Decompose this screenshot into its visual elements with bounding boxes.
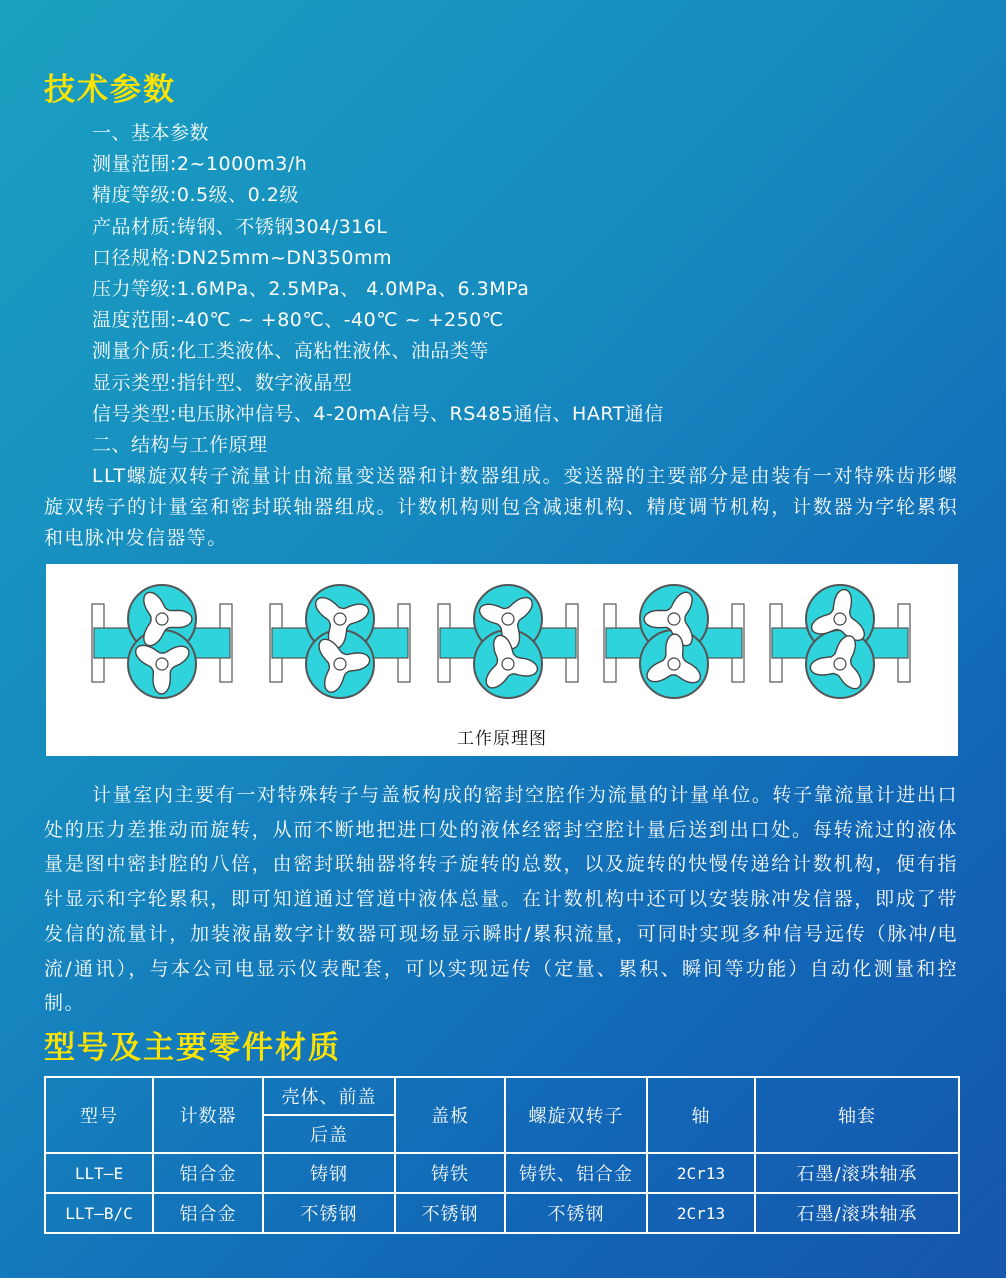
lower-shaft (668, 658, 680, 670)
header-counter: 计数器 (153, 1077, 263, 1153)
param-measure-range: 测量范围:2~1000m3/h (92, 153, 308, 176)
cell-shaft: 2Cr13 (647, 1153, 755, 1193)
table-row (45, 1153, 959, 1193)
structure-paragraph: LLT螺旋双转子流量计由流量变送器和计数器组成。变送器的主要部分是由装有一对特殊齿形螺旋双转子的计量室和密封联轴器组成。计数机构则包含减速机构、精度调节机构，计数器为字轮累积和电脉冲发信器等。 (44, 465, 958, 549)
header-rear-cover: 后盖 (263, 1115, 395, 1153)
header-cover-plate: 盖板 (395, 1077, 505, 1153)
header-bushing: 轴套 (755, 1077, 959, 1153)
cell-rotor: 铸铁、铝合金 (505, 1153, 647, 1193)
lower-shaft (502, 658, 514, 670)
param-signal: 信号类型:电压脉冲信号、4-20mA信号、RS485通信、HART通信 (92, 402, 664, 425)
meter-stage-2 (270, 585, 410, 698)
meter-stage-4 (604, 585, 744, 698)
param-display: 显示类型:指针型、数字液晶型 (92, 371, 353, 394)
section-title-model-materials: 型号及主要零件材质 (44, 1030, 341, 1066)
principle-paragraph: 计量室内主要有一对特殊转子与盖板构成的密封空腔作为流量的计量单位。转子靠流量计进出口处的压力差推动而旋转，从而不断地把进口处的液体经密封空腔计量后送到出口处。每转流过的液体量是图中密封腔的八倍，由密封联轴器将转子旋转的总数，以及旋转的快慢传递给计数机构，便有指针显示和字轮累积，即可知道通过管道中液体总量。在计数机构中还可以安装脉冲发信器，即成了带发信的流量计，加装液晶数字计数器可现场显示瞬时/累积流量，可同时实现多种信号远传（脉冲/电流/通讯），与本公司电显示仪表配套，可以实现远传（定量、累积、瞬间等功能）自动化测量和控制。 (44, 784, 958, 1015)
header-rotor: 螺旋双转子 (505, 1077, 647, 1153)
cell-bushing: 石墨/滚珠轴承 (755, 1153, 959, 1193)
header-housing-front-cover: 壳体、前盖 (263, 1077, 395, 1115)
meter-stage-5 (770, 585, 910, 698)
materials-table (44, 1076, 960, 1234)
cell-cover-plate: 不锈钢 (395, 1193, 505, 1233)
upper-shaft (502, 613, 514, 625)
cell-counter: 铝合金 (153, 1153, 263, 1193)
cell-counter: 铝合金 (153, 1193, 263, 1233)
meter-stage-3 (438, 585, 578, 698)
lower-shaft (834, 658, 846, 670)
param-pressure: 压力等级:1.6MPa、2.5MPa、 4.0MPa、6.3MPa (92, 277, 530, 300)
cell-housing: 铸钢 (263, 1153, 395, 1193)
figure-caption: 工作原理图 (457, 729, 547, 749)
upper-shaft (156, 613, 168, 625)
cell-rotor: 不锈钢 (505, 1193, 647, 1233)
param-diameter: 口径规格:DN25mm~DN350mm (92, 246, 392, 269)
cell-shaft: 2Cr13 (647, 1193, 755, 1233)
upper-shaft (834, 613, 846, 625)
header-shaft: 轴 (647, 1077, 755, 1153)
param-temperature: 温度范围:-40℃ ~ +80℃、-40℃ ~ +250℃ (92, 309, 504, 332)
cell-model: LLT—B/C (45, 1193, 153, 1233)
header-model: 型号 (45, 1077, 153, 1153)
cell-cover-plate: 铸铁 (395, 1153, 505, 1193)
upper-shaft (334, 613, 346, 625)
lower-shaft (156, 658, 168, 670)
working-principle-figure (46, 564, 958, 756)
param-material: 产品材质:铸钢、不锈钢304/316L (92, 215, 388, 238)
params-heading: 一、基本参数 (92, 122, 210, 144)
basic-params-list (92, 118, 972, 461)
structure-heading: 二、结构与工作原理 (92, 433, 268, 456)
cell-bushing: 石墨/滚珠轴承 (755, 1193, 959, 1233)
cell-housing: 不锈钢 (263, 1193, 395, 1233)
lower-shaft (334, 658, 346, 670)
section-title-tech-params: 技术参数 (44, 72, 176, 108)
param-medium: 测量介质:化工类液体、高粘性液体、油品类等 (92, 340, 489, 363)
upper-shaft (668, 613, 680, 625)
meter-stage-1 (92, 585, 232, 698)
principle-diagram (46, 564, 958, 724)
table-row (45, 1193, 959, 1233)
param-accuracy: 精度等级:0.5级、0.2级 (92, 184, 299, 207)
cell-model: LLT—E (45, 1153, 153, 1193)
